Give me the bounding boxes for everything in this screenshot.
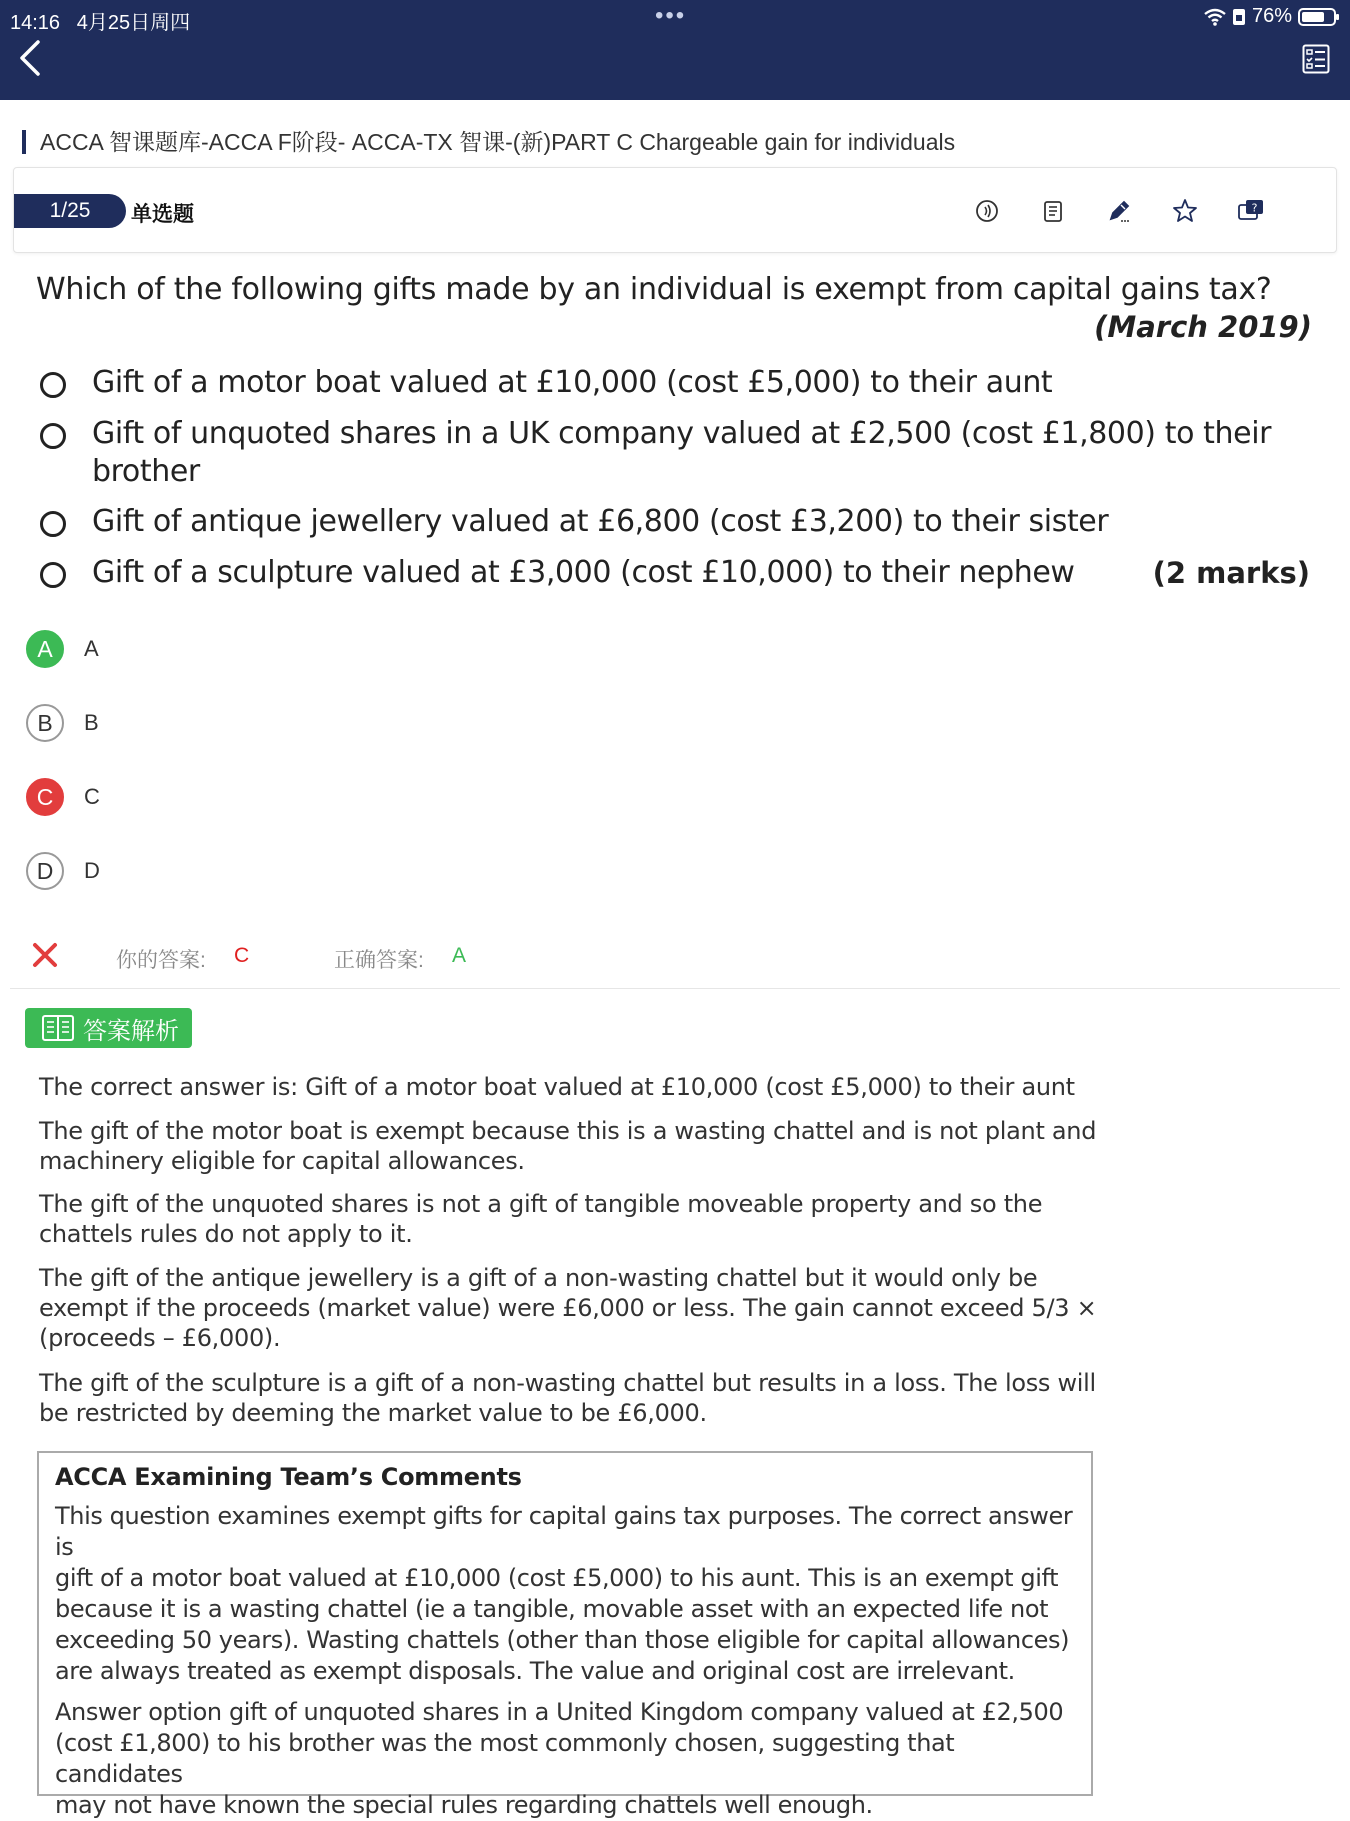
your-answer-label: 你的答案: — [116, 949, 206, 972]
multitask-dots[interactable]: ••• — [655, 2, 687, 29]
choice-label: A — [84, 636, 99, 661]
svg-text:?: ? — [1251, 201, 1258, 215]
choice-circle: B — [26, 704, 64, 742]
help-icon[interactable] — [1234, 194, 1268, 228]
question-option: Gift of a sculpture valued at £3,000 (cost £10,000) to their nephew — [40, 554, 1075, 592]
choice-label: B — [84, 710, 99, 735]
breadcrumb-accent — [22, 130, 26, 154]
radio-icon — [40, 562, 66, 588]
question-option: Gift of a motor boat valued at £10,000 (cost £5,000) to their aunt — [40, 364, 1052, 402]
radio-icon — [40, 511, 66, 537]
breadcrumb — [22, 124, 955, 157]
question-text: Which of the following gifts made by an individual is exempt from capital gains tax? — [36, 272, 1272, 307]
back-icon[interactable] — [12, 38, 52, 78]
choice-b[interactable] — [26, 701, 99, 745]
pencil-icon[interactable] — [1102, 194, 1136, 228]
choice-d[interactable] — [26, 849, 100, 893]
notes-icon[interactable] — [1036, 194, 1070, 228]
choice-circle: C — [26, 778, 64, 816]
top-bar — [0, 0, 1350, 100]
examining-team-comments — [37, 1451, 1093, 1819]
status-right — [1204, 5, 1336, 28]
choice-c[interactable] — [26, 775, 100, 819]
audio-icon[interactable] — [970, 194, 1004, 228]
wifi-icon — [1204, 8, 1226, 26]
choice-label: D — [84, 858, 100, 883]
book-icon — [41, 1013, 75, 1043]
status-time: 14:16 4月25日周四 — [10, 12, 191, 34]
choice-label: C — [84, 784, 100, 809]
your-answer-value: C — [234, 944, 250, 967]
question-option: Gift of unquoted shares in a UK company valued at £2,500 (cost £1,800) to their brother — [40, 415, 1271, 491]
lock-rotation-icon — [1232, 8, 1246, 26]
explanation-paragraph: The gift of the unquoted shares is not a gift of tangible moveable property and so the chattels rules do not apply to it. — [39, 1190, 1043, 1248]
question-year: (March 2019) — [1094, 310, 1312, 344]
explanation-paragraph: The gift of the motor boat is exempt because this is a wasting chattel and is not plant and machinery eligible for capital allowances. — [39, 1117, 1097, 1175]
question-marks: (2 marks) — [1152, 556, 1310, 590]
choice-circle: A — [26, 630, 64, 668]
battery-percent: 76% — [1251, 5, 1292, 27]
comments-paragraph: This question examines exempt gifts for capital gains tax purposes. The correct answer is gift of a motor boat valued at £10,000 (cost £5,000) to his aunt. This is an exempt gift because it is a wasting chattel (ie a tangible, movable asset with an expected life not exceeding 50 years). Wasting chattels (other than those eligible for capital allowances) are always treated as exempt disposals. The value and original cost are irrelevant. — [55, 1502, 1073, 1685]
radio-icon — [40, 372, 66, 398]
analysis-badge-label: 答案解析 — [83, 1017, 179, 1045]
explanation-paragraph: The gift of the sculpture is a gift of a non-wasting chattel but results in a loss. The loss will be restricted by deeming the market value to be £6,000. — [39, 1369, 1096, 1427]
choice-circle: D — [26, 852, 64, 890]
comments-paragraph: Answer option gift of unquoted shares in a United Kingdom company valued at £2,500 (cost £1,800) to his brother was the most commonly chosen, suggesting that candidates may not have known the special rules regarding chattels well enough. — [55, 1698, 1064, 1819]
question-number[interactable]: 1/25 — [14, 194, 126, 228]
star-icon[interactable] — [1168, 194, 1202, 228]
explanation-paragraph: The gift of the antique jewellery is a gift of a non-wasting chattel but it would only be exempt if the proceeds (market value) were £6,000 or less. The gain cannot exceed 5/3 × (proceeds – £6,000). — [39, 1264, 1097, 1352]
battery-icon — [1298, 8, 1336, 26]
correct-answer-value: A — [452, 944, 467, 967]
divider — [10, 988, 1340, 989]
correct-answer-label: 正确答案: — [334, 949, 424, 972]
question-type: 单选题 — [131, 203, 194, 226]
radio-icon — [40, 423, 66, 449]
answer-result — [30, 938, 1330, 974]
choice-a[interactable] — [26, 627, 99, 671]
question-option: Gift of antique jewellery valued at £6,800 (cost £3,200) to their sister — [40, 503, 1108, 541]
wrong-icon — [32, 942, 58, 968]
question-list-icon[interactable] — [1302, 44, 1330, 74]
breadcrumb-text: ACCA 智课题库-ACCA F阶段- ACCA-TX 智课-(新)PART C Chargeable gain for individuals — [40, 129, 956, 155]
comments-title: ACCA Examining Team’s Comments — [55, 1463, 522, 1491]
explanation-paragraph: The correct answer is: Gift of a motor boat valued at £10,000 (cost £5,000) to their aunt — [39, 1073, 1075, 1101]
analysis-badge — [25, 1008, 192, 1048]
question-header-card — [13, 167, 1337, 253]
